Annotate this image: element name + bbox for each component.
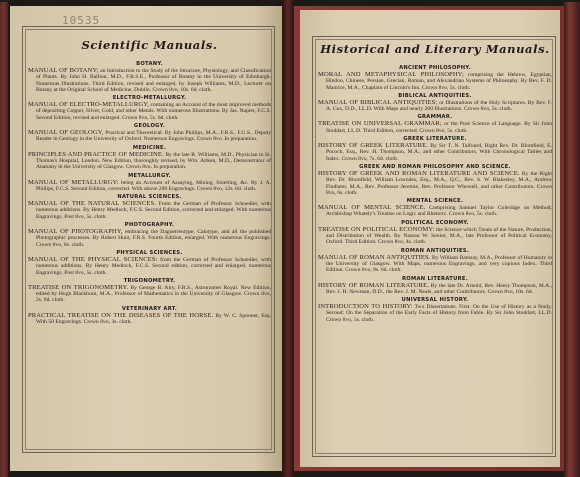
left-page	[10, 6, 282, 471]
section-heading: BIBLICAL ANTIQUITIES.	[398, 92, 472, 99]
section-heading: MEDICINE.	[132, 144, 167, 151]
book-entry-description: being an Account of Assaying, Mining, Smelting, &c. By J. A. Phillips, F.C.S. Second Edition, corrected. With above 200 Engravings. Crown 8vo, 12s. 6d. cloth.	[36, 179, 271, 192]
left-page-title: Scientific Manuals.	[81, 38, 218, 52]
book-entry-title: MORAL AND METAPHYSICAL PHILOSOPHY;	[318, 71, 464, 78]
book-entry-description: from the German of Professor Schoedler, with numerous additions. By Henry Medlock, F.C.S. Second edition, corrected and enlarged, numerous Engravings. Post 8vo, 5s. cloth.	[36, 256, 271, 276]
book-entry	[28, 229, 271, 248]
book-entry-description: Comprising Samuel Taylor Coleridge on Method; Archbishop Whately's Treatise on Logic and Rhetoric. Crown 8vo, 5s. cloth.	[326, 205, 552, 218]
section-heading: METALLURGY.	[128, 172, 171, 179]
right-column	[318, 42, 552, 323]
left-sections	[28, 61, 271, 325]
book-entry-description: By William Ramsay, M.A., Professor of Humanity in the University of Glasgow. With Maps, numerous Engravings, and very copious Index. Third Edition. Crown 8vo, 8s. 6d. cloth.	[326, 254, 552, 274]
book-entry-title: PRINCIPLES AND PRACTICE OF MEDICINE.	[28, 150, 164, 158]
section-heading: UNIVERSAL HISTORY.	[401, 297, 469, 304]
book-entry-title: TREATISE ON UNIVERSAL GRAMMAR;	[318, 120, 442, 128]
right-page	[294, 6, 564, 471]
section-heading: PHYSICAL SCIENCES.	[116, 249, 183, 256]
cover-left-edge	[0, 2, 8, 477]
book-entry	[318, 255, 552, 274]
book-entry	[318, 205, 552, 218]
section-heading: TRIGONOMETRY.	[123, 277, 176, 284]
book-entry	[28, 102, 271, 121]
book-entry	[28, 130, 271, 143]
right-page-title: Historical and Literary Manuals.	[320, 42, 550, 56]
section-heading: POLITICAL ECONOMY.	[401, 219, 469, 226]
book-entry	[28, 201, 271, 220]
book-entry	[28, 180, 271, 193]
book-entry-title: MANUAL OF PHOTOGRAPHY,	[28, 228, 123, 236]
section-heading: GREEK AND ROMAN PHILOSOPHY AND SCIENCE.	[359, 163, 511, 170]
book-entry-title: MANUAL OF THE NATURAL SCIENCES.	[28, 200, 156, 208]
book-entry	[28, 68, 271, 93]
book-entry-description: From the German of Professor Schoedler, with numerous additions. By Henry Medlock, F.C.S. Second Edition, corrected and enlarged. With numerous Engravings. Post 8vo, 5s. cloth.	[36, 201, 271, 220]
book-entry-title: HISTORY OF GREEK AND ROMAN LITERATURE AND SCIENCE.	[318, 169, 520, 177]
book-entry-description: or the Pure Science of Language. By Sir John Stoddart, LL.D. Third Edition, corrected. Crown 8vo, 5s. cloth.	[326, 121, 552, 134]
book-entry	[318, 304, 552, 323]
book-entry-title: MANUAL OF BOTANY;	[28, 67, 99, 74]
book-entry-title: MANUAL OF ELECTRO-METALLURGY,	[28, 101, 149, 109]
book-entry-title: MANUAL OF THE PHYSICAL SCIENCES:	[28, 255, 158, 263]
book-entry-description: By the late R. Williams, M.D., Physician to St. Thomas's Hospital, London. New Edition, thoroughly revised, by Wm. Aitken, M.D., Demonstrator of Anatomy in the University of Glasgow. Crown 8vo. In preparation.	[36, 151, 271, 171]
section-heading: GREEK LITERATURE.	[403, 136, 467, 143]
book-entry-title: MANUAL OF ROMAN ANTIQUITIES.	[318, 253, 431, 261]
book-entry	[28, 313, 271, 326]
book-entry-description: Two Dissertations. First: On the Use of History as a Study. Second: On the Separation of the Early Facts of History from Fable. By Sir John Stoddart, LL.D. Crown 8vo, 5s. cloth.	[326, 304, 552, 323]
book-entry	[318, 143, 552, 162]
book-entry	[28, 285, 271, 304]
section-heading: ANCIENT PHILOSOPHY.	[399, 65, 471, 71]
book-entry	[318, 283, 552, 296]
book-entry-description: the Science which Treats of the Nature, Production, and Distribution of Wealth. By Nassau W. Senior, M.A., late Professor of Political Economy, Oxford. Third Edition. Crown 8vo, 4s. cloth.	[326, 226, 552, 246]
book-gutter	[282, 0, 294, 477]
section-heading: ROMAN LITERATURE.	[401, 275, 468, 282]
left-column	[28, 38, 271, 325]
book-entry-title: MANUAL OF BIBLICAL ANTIQUITIES;	[318, 98, 438, 106]
book-entry-description: By George B. Airy, F.R.S., Astronomer Royal. New Edition, edited by Hugh Blackburn, M.A., Professor of Mathematics in the University of Glasgow. Crown 8vo, 2s. 6d. cloth.	[36, 284, 271, 304]
book-entry-title: HISTORY OF ROMAN LITERATURE.	[318, 281, 429, 289]
book-entry-title: MANUAL OF METALLURGY:	[28, 178, 119, 186]
book-entry-description: embracing the Daguerreotype, Calotype, and all the published Photographic processes. By Robert Hunt, F.R.S. Fourth Edition, enlarged. With numerous Engravings. Crown 8vo, 6s. cloth.	[36, 229, 272, 248]
book-entry	[318, 227, 552, 246]
section-heading: ELECTRO-METALLURGY.	[112, 95, 187, 102]
book-entry-description: By Sir T. N. Talfourd, Right Rev. Dr. Blomfield, E. Pocock, Esq., Rev. H. Thompson, M.A., and other Contributors. With Chronological Tables and Index. Crown 8vo, 7s. 6d. cloth.	[326, 143, 552, 162]
book-entry	[318, 171, 552, 196]
book-entry	[28, 257, 271, 276]
book-entry	[28, 152, 271, 171]
book-entry	[318, 72, 552, 91]
section-heading: MENTAL SCIENCE.	[406, 198, 464, 205]
book-entry-title: TREATISE ON POLITICAL ECONOMY:	[318, 225, 435, 233]
section-heading: NATURAL SCIENCES.	[117, 194, 182, 201]
section-heading: BOTANY.	[136, 61, 163, 67]
section-heading: ROMAN ANTIQUITIES.	[400, 247, 470, 254]
section-heading: VETERINARY ART.	[121, 305, 178, 312]
book-entry-description: or Illustrations of the Holy Scriptures. By Rev. F. A. Cox, D.D., LL.D. With Maps and nearly 200 Illustrations. Crown 8vo, 5s. cloth.	[326, 99, 552, 113]
book-entry	[318, 100, 552, 113]
book-entry-description: comprising the Hebrew, Egyptian, Hindoo, Chinese, Persian, Grecian, Roman, and Alexandrian Systems of Philosophy. By Rev. F. D. Maurice, M.A., Chaplain of Lincoln's Inn. Crown 8vo, 5s. cloth.	[326, 72, 552, 91]
cover-right-edge	[564, 2, 580, 477]
right-paper	[300, 10, 560, 467]
book-entry-title: PRACTICAL TREATISE ON THE DISEASES OF THE HORSE.	[28, 311, 214, 319]
book-entry-description: Practical and Theoretical. By John Phillips, M.A., F.R.S., F.G.S., Deputy Reader in Geology in the University of Oxford. Numerous Engravings. Crown 8vo. In preparation.	[36, 130, 271, 143]
book-entry-description: By the late Dr. Arnold, Rev. Henry Thompson, M.A., Rev. J. H. Newman, D.D., the Rev. J. M. Neale, and other Contributors. Crown 8vo, 10s. 6d.	[326, 282, 552, 295]
book-entry-description: containing an Account of the most improved methods of depositing Copper, Silver, Gold, and other Metals. With numerous Illustrations. By Jas. Napier, F.C.S. Second Edition, revised and enlarged. Crown 8vo, 5s. 6d. cloth.	[36, 102, 271, 121]
book-entry	[318, 121, 552, 134]
book-entry-title: MANUAL OF GEOLOGY,	[28, 129, 104, 137]
section-heading: PHOTOGRAPHY.	[124, 222, 175, 229]
book-entry-title: HISTORY OF GREEK LITERATURE.	[318, 142, 429, 150]
book-entry-title: INTRODUCTION TO HISTORY:	[318, 303, 413, 311]
library-stamp: 10535	[62, 14, 101, 27]
book-entry-title: TREATISE ON TRIGONOMETRY.	[28, 283, 129, 291]
right-sections	[318, 65, 552, 323]
section-heading: GEOLOGY.	[133, 123, 166, 130]
book-entry-title: MANUAL OF MENTAL SCIENCE.	[318, 204, 426, 212]
book-entry-description: By the Right Rev. Dr. Blomfield, William Lowndes, Esq., M.A., Q.C., Rev. S. W. Blakesley, M.A., Andrew Findlater, M.A., Rev. Professor Jeremie, Rev. Professor Whewell, and other Contributors. Crown 8vo, 6s. cloth.	[326, 170, 552, 196]
book-entry-description: By W. C. Spooner, Esq. With 50 Engravings. Crown 8vo, 3s. cloth.	[36, 312, 271, 326]
book-entry-description: an Introduction to the Study of the Structure, Physiology, and Classification of Plants. By John H. Balfour, M.D., F.R.S.E., Professor of Botany in the University of Edinburgh. Numerous Illustrations. Third Edition, revised and enlarged, by Joseph Williams, M.D., Lecturer on Botany at the Original School of Medicine, Dublin. Crown 8vo, 10s. 6d. cloth.	[36, 68, 272, 93]
section-heading: GRAMMAR.	[417, 114, 453, 121]
